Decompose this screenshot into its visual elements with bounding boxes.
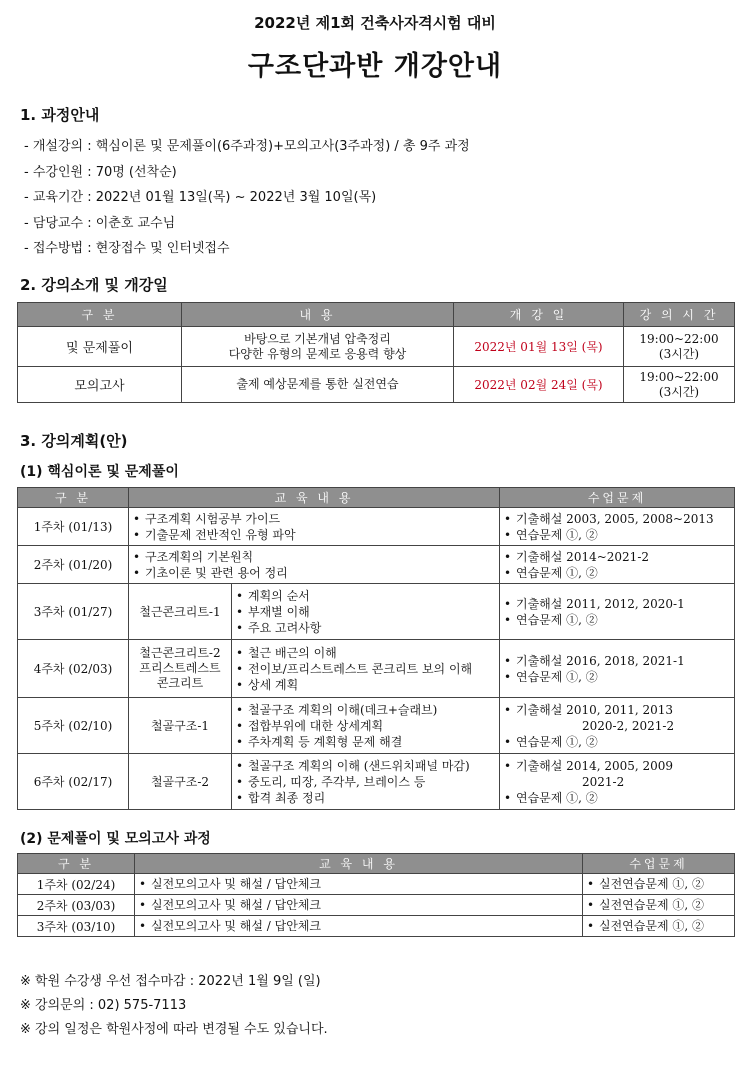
list-item: • 기출해설 2014, 2005, 2009 <box>504 758 730 774</box>
problems-cell <box>500 584 735 640</box>
week-cell: 3주차 (01/27) <box>18 584 129 640</box>
problems-cell <box>583 874 735 895</box>
header-cell: 교 육 내 용 <box>135 854 583 874</box>
list-item: • 연습문제 ①, ② <box>504 612 730 628</box>
list-item: • 실전모의고사 및 해설 / 답안체크 <box>139 918 578 934</box>
content-cell <box>135 895 583 916</box>
list-item: • 부재별 이해 <box>236 604 495 620</box>
list-item: • 실전연습문제 ①, ② <box>587 876 730 892</box>
content-cell <box>129 546 500 584</box>
problems-cell <box>583 895 735 916</box>
table-row <box>18 640 735 698</box>
content-line: 다양한 유형의 문제로 응용력 향상 <box>228 346 407 361</box>
list-item-continued: 2020-2, 2021-2 <box>582 718 675 733</box>
course-info-item: - 담당교수 : 이춘호 교수님 <box>24 215 176 231</box>
list-item: • 구조계획의 기본원칙 <box>133 549 495 565</box>
list-item: • 철골구조 계획의 이해(데크+슬래브) <box>236 702 495 718</box>
list-item: • 중도리, 띠장, 주각부, 브레이스 등 <box>236 774 495 790</box>
header-cell: 수업문제 <box>583 854 735 874</box>
topic-line: 프리스트레스트 <box>139 661 221 675</box>
content-cell <box>135 916 583 937</box>
mock-exam-table <box>17 853 735 937</box>
list-item: • 기출해설 2010, 2011, 2013 <box>504 702 730 718</box>
list-item: • 연습문제 ①, ② <box>504 790 730 806</box>
topic-cell <box>129 698 232 754</box>
topic-line: 철근콘크리트-2 <box>139 646 221 660</box>
problems-cell <box>500 754 735 810</box>
topic-line: 철골구조-1 <box>150 719 210 733</box>
header-cell: 구 분 <box>18 303 182 327</box>
header-cell: 수업문제 <box>500 488 735 508</box>
week-cell: 1주차 (01/13) <box>18 508 129 546</box>
header-cell: 내 용 <box>182 303 454 327</box>
lecture-intro-table <box>17 302 735 403</box>
content-cell <box>135 874 583 895</box>
category-cell: 및 문제풀이 <box>18 327 182 367</box>
list-item: • 실전모의고사 및 해설 / 답안체크 <box>139 876 578 892</box>
header-cell: 강 의 시 간 <box>624 303 735 327</box>
core-theory-table <box>17 487 735 810</box>
time-cell <box>624 367 735 403</box>
week-cell: 5주차 (02/10) <box>18 698 129 754</box>
time-line: 19:00~22:00 <box>639 369 719 384</box>
content-line: 출제 예상문제를 통한 실전연습 <box>236 377 399 391</box>
content-cell <box>182 367 454 403</box>
time-line: 19:00~22:00 <box>639 331 719 346</box>
notes <box>20 970 328 1042</box>
list-item: • 철골구조 계획의 이해 (샌드위치패널 마감) <box>236 758 495 774</box>
content-cell <box>232 698 500 754</box>
note-item: ※ 강의 일정은 학원사정에 따라 변경될 수도 있습니다. <box>20 1022 328 1037</box>
section1-heading: 1. 과정안내 <box>20 106 100 124</box>
list-item: • 주요 고려사항 <box>236 620 495 636</box>
week-cell: 6주차 (02/17) <box>18 754 129 810</box>
list-item: • 전이보/프리스트레스트 콘크리트 보의 이해 <box>236 661 495 677</box>
list-item: • 연습문제 ①, ② <box>504 565 730 581</box>
list-item: • 기출해설 2003, 2005, 2008~2013 <box>504 511 730 527</box>
page-subtitle: 2022년 제1회 건축사자격시험 대비 <box>254 14 496 32</box>
week-cell: 2주차 (03/03) <box>18 895 135 916</box>
course-info-item: - 수강인원 : 70명 (선착순) <box>24 164 177 180</box>
topic-cell <box>129 584 232 640</box>
course-info-list <box>24 134 470 262</box>
topic-line: 철골구조-2 <box>150 775 210 789</box>
header-cell: 구 분 <box>18 854 135 874</box>
note-item: ※ 강의문의 : 02) 575-7113 <box>20 998 187 1013</box>
table-row <box>18 874 735 895</box>
problems-cell <box>500 508 735 546</box>
list-item: • 상세 계획 <box>236 677 495 693</box>
section3-heading: 3. 강의계획(안) <box>20 432 128 450</box>
week-cell: 3주차 (03/10) <box>18 916 135 937</box>
header-cell: 구 분 <box>18 488 129 508</box>
list-item: • 연습문제 ①, ② <box>504 734 730 750</box>
category-cell: 모의고사 <box>18 367 182 403</box>
topic-line: 철근콘크리트-1 <box>139 605 221 619</box>
header-cell: 교 육 내 용 <box>129 488 500 508</box>
list-item: • 기출해설 2011, 2012, 2020-1 <box>504 596 730 612</box>
week-cell: 2주차 (01/20) <box>18 546 129 584</box>
table-row <box>18 754 735 810</box>
time-line: (3시간) <box>658 346 700 361</box>
content-cell <box>129 508 500 546</box>
course-info-item: - 접수방법 : 현장접수 및 인터넷접수 <box>24 241 230 256</box>
list-item: • 기출해설 2016, 2018, 2021-1 <box>504 653 730 669</box>
week-cell: 4주차 (02/03) <box>18 640 129 698</box>
list-item: • 구조계획 시험공부 가이드 <box>133 511 495 527</box>
list-item: • 실전연습문제 ①, ② <box>587 897 730 913</box>
section2-heading: 2. 강의소개 및 개강일 <box>20 276 168 294</box>
topic-cell <box>129 640 232 698</box>
list-item: • 접합부위에 대한 상세계획 <box>236 718 495 734</box>
table-row <box>18 508 735 546</box>
course-info-item: - 교육기간 : 2022년 01월 13일(목) ~ 2022년 3월 10일(목) <box>24 190 377 205</box>
list-item: • 기출문제 전반적인 유형 파악 <box>133 527 495 543</box>
list-item: • 실전연습문제 ①, ② <box>587 918 730 934</box>
list-item: • 합격 최종 정리 <box>236 790 495 806</box>
week-cell: 1주차 (02/24) <box>18 874 135 895</box>
content-line: 바탕으로 기본개념 압축정리 <box>244 331 391 346</box>
list-item: • 실전모의고사 및 해설 / 답안체크 <box>139 897 578 913</box>
start-date-cell: 2022년 01월 13일 (목) <box>454 327 624 367</box>
problems-cell <box>583 916 735 937</box>
list-item: • 연습문제 ①, ② <box>504 669 730 685</box>
table-row <box>18 895 735 916</box>
content-cell <box>232 640 500 698</box>
time-cell <box>624 327 735 367</box>
list-item: • 주차계획 등 계획형 문제 해결 <box>236 734 495 750</box>
content-cell <box>182 327 454 367</box>
sub2-heading: (2) 문제풀이 및 모의고사 과정 <box>20 831 211 847</box>
list-item: • 철근 배근의 이해 <box>236 645 495 661</box>
problems-cell <box>500 698 735 754</box>
problems-cell <box>500 546 735 584</box>
topic-line: 콘크리트 <box>156 676 204 690</box>
page-title: 구조단과반 개강안내 <box>247 51 503 82</box>
table-row <box>18 367 735 403</box>
time-line: (3시간) <box>658 384 700 399</box>
problems-cell <box>500 640 735 698</box>
content-cell <box>232 754 500 810</box>
content-cell <box>232 584 500 640</box>
table-row <box>18 546 735 584</box>
header-cell: 개 강 일 <box>454 303 624 327</box>
list-item: • 기출해설 2014~2021-2 <box>504 549 730 565</box>
list-item: • 연습문제 ①, ② <box>504 527 730 543</box>
topic-cell <box>129 754 232 810</box>
list-item: • 계획의 순서 <box>236 588 495 604</box>
table-row <box>18 916 735 937</box>
start-date-cell: 2022년 02월 24일 (목) <box>454 367 624 403</box>
list-item: • 기초이론 및 관련 용어 정리 <box>133 565 495 581</box>
course-info-item: - 개설강의 : 핵심이론 및 문제풀이(6주과정)+모의고사(3주과정) / 총 9주 과정 <box>24 139 470 154</box>
list-item-continued: 2021-2 <box>582 774 625 789</box>
table-row <box>18 327 735 367</box>
table-row <box>18 584 735 640</box>
note-item: ※ 학원 수강생 우선 접수마감 : 2022년 1월 9일 (일) <box>20 974 321 989</box>
table-row <box>18 698 735 754</box>
sub1-heading: (1) 핵심이론 및 문제풀이 <box>20 464 179 480</box>
